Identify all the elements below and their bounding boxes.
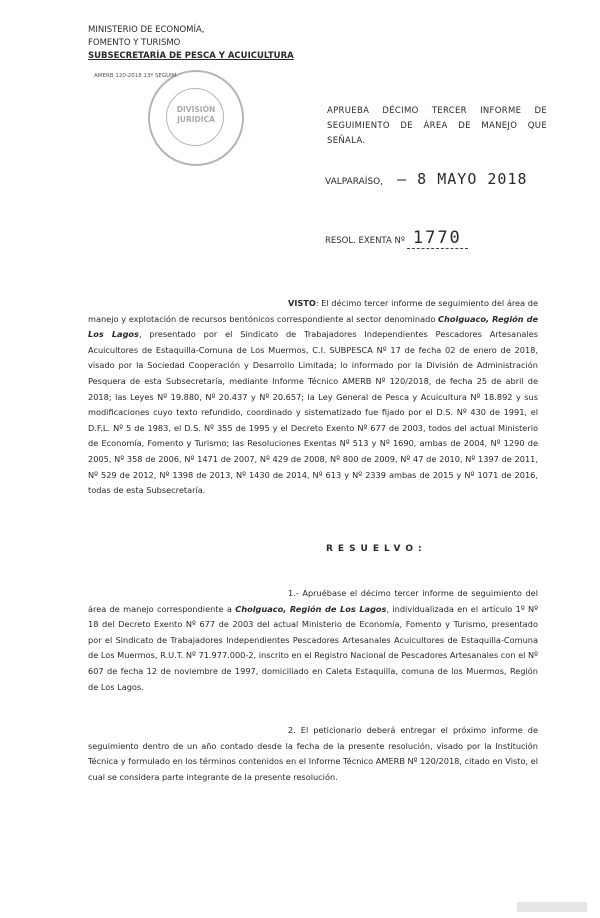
division-juridica-stamp [148, 70, 244, 166]
subject-heading: APRUEBA DÉCIMO TERCER INFORME DE SEGUIMIENTO DE ÁREA DE MANEJO QUE SEÑALA. [327, 106, 547, 146]
scan-edge-mark [517, 902, 587, 912]
resuelvo-heading: RESUELVO: [326, 544, 427, 554]
letterhead [88, 24, 294, 63]
stamp-line-2: JURÍDICA [177, 115, 215, 124]
article-2-text: 2. El peticionario deberá entregar el próximo informe de seguimiento dentro de un año contado desde la fecha de la presente resolución, visado por la Institución Técnica y formulado en los términos contenidos en el Informe Técnico AMERB Nº 120/2018, citado en Visto, el cual se considera parte integrante de la presente resolución. [88, 725, 538, 782]
visto-label: VISTO [288, 298, 316, 308]
resolution-number-line [325, 228, 468, 249]
ministry-line-1: MINISTERIO DE ECONOMÍA, [88, 25, 205, 35]
resolution-number: 1770 [407, 228, 468, 249]
visto-text-2: , presentado por el Sindicato de Trabajadores Independientes Pescadores Artesanales Acuicultores de Estaquilla-Comuna de Los Muermos, C.I. SUBPESCA Nº 17 de fecha 02 de enero de 2018, visado por la Sociedad Cooperación y Desarrollo Limitada; lo informado por la División de Administración Pesquera de esta Subsecretaría, mediante Informe Técnico AMERB Nº 120/2018, de fecha 25 de abril de 2018; las Leyes Nº 19.880, Nº 20.437 y Nº 20.657; la Ley General de Pesca y Acuicultura Nº 18.892 y sus modificaciones cuyo texto refundido, coordinado y sistematizado fue fijado por el D.S. Nº 430 de 1991, el D.F.L. Nº 5 de 1983, el D.S. Nº 355 de 1995 y el Decreto Exento Nº 677 de 2003, todos del actual Ministerio de Economía, Fomento y Turismo; las Resoluciones Exentas Nº 513 y Nº 1690, ambas de 2004, Nº 1290 de 2005, Nº 358 de 2006, Nº 1471 de 2007, Nº 429 de 2008, Nº 800 de 2009, Nº 47 de 2010, Nº 1397 de 2011, Nº 529 de 2012, Nº 1398 de 2013, Nº 1430 de 2014, Nº 613 y Nº 2339 ambas de 2015 y Nº 1071 de 2016, todas de esta Subsecretaría. [88, 329, 538, 496]
reference-code: AMERB 120-2018 13º SEGUIM. [94, 73, 179, 79]
ministry-line-2: FOMENTO Y TURISMO [88, 38, 181, 48]
visto-text-1: : El décimo tercer informe de seguimiento del área de manejo y explotación de recursos bentónicos correspondiente al sector denominado [88, 298, 538, 324]
visto-paragraph [88, 296, 538, 499]
article-2-paragraph [88, 723, 538, 785]
article-1-sector: Cholguaco, Región de Los Lagos [235, 603, 387, 614]
date-line [325, 170, 528, 188]
article-1-text-1: 1.- Apruébase el décimo tercer informe de seguimiento del área de manejo correspondiente a [88, 588, 538, 614]
resolution-date: – 8 MAYO 2018 [397, 170, 528, 188]
resolution-label: RESOL. EXENTA Nº [325, 236, 405, 246]
stamp-text [156, 105, 236, 125]
place-label: VALPARAÍSO, [325, 177, 384, 187]
stamp-line-1: DIVISIÓN [176, 105, 216, 114]
subsecretaria-line: SUBSECRETARÍA DE PESCA Y ACUICULTURA [88, 51, 294, 61]
visto-sector: Cholguaco, Región de Los Lagos [88, 313, 538, 340]
article-1-paragraph [88, 586, 538, 695]
article-1-text-2: , individualizada en el artículo 1º Nº 18 del Decreto Exento Nº 677 de 2003 del actual Ministerio de Economía, Fomento y Turismo, presentado por el Sindicato de Trabajadores Independientes Pescadores Artesanales Acuicultores de Estaquilla-Comuna de Los Muermos, R.U.T. Nº 71.977.000-2, inscrito en el Registro Nacional de Pescadores Artesanales con el Nº 607 de fecha 12 de noviembre de 1997, domiciliado en Caleta Estaquilla, comuna de los Muermos, Región de Los Lagos. [88, 603, 538, 692]
